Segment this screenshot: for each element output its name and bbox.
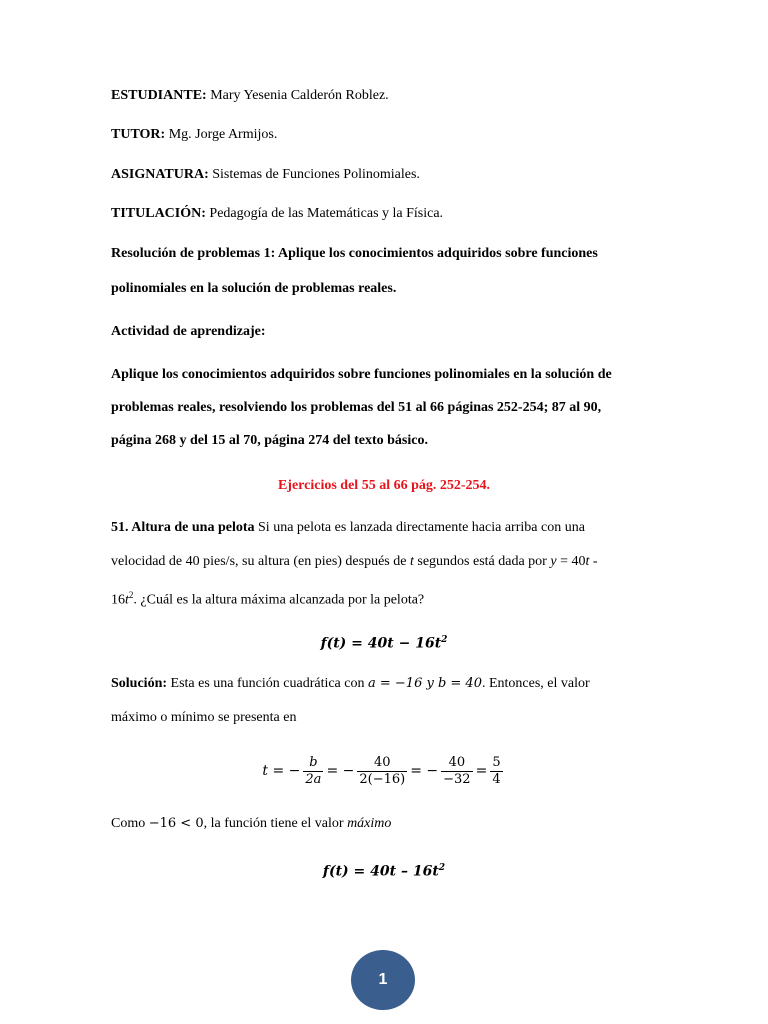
fraction-5-over-4 [490, 755, 502, 788]
problem-51-title: 51. Altura de una pelota [111, 520, 255, 535]
solucion-text-1b: . Entonces, el valor [481, 676, 590, 691]
tutor-label: TUTOR: [111, 127, 166, 142]
variable-t: t [409, 554, 414, 569]
fraction-denominator: 2(−16) [359, 771, 406, 787]
problem-51-text-2d: - [589, 554, 598, 569]
fraction-numerator: b [309, 754, 318, 770]
asignatura-label: ASIGNATURA: [111, 167, 209, 182]
vertex-equation [0, 751, 768, 791]
solucion-label: Solución: [111, 676, 168, 691]
como-text-b: , la función tiene el valor [203, 816, 348, 831]
tutor-value: Mg. Jorge Armijos. [165, 127, 278, 142]
fraction-40-over-neg32 [441, 755, 472, 788]
fraction-b-over-2a [303, 755, 323, 788]
actividad-line-1: Aplique los conocimientos adquiridos sobre funciones polinomiales en la solución de [111, 367, 612, 382]
problem-51-text-1: Si una pelota es lanzada directamente hacia arriba con una [254, 520, 585, 535]
equation-2-text: f(t) = 40t – 16t [322, 863, 439, 880]
resolucion-line-2: polinomiales en la solución de problemas reales. [111, 281, 397, 296]
fraction-denominator: 4 [492, 771, 501, 787]
problem-51-line-1 [111, 518, 658, 538]
page-number: 1 [378, 971, 388, 988]
titulacion-line [111, 204, 658, 224]
ejercicios-title: Ejercicios del 55 al 66 pág. 252-254. [277, 478, 491, 493]
fraction-numerator: 40 [374, 754, 391, 770]
titulacion-value: Pedagogía de las Matemáticas y la Física. [205, 206, 444, 221]
problem-51-text-3a: 16 [111, 592, 125, 608]
fraction-numerator: 5 [492, 754, 501, 770]
problem-51-line-3 [111, 585, 658, 611]
equals-minus: = − [410, 763, 439, 779]
equation-1 [0, 630, 768, 654]
actividad-title: Actividad de aprendizaje: [111, 324, 266, 339]
problem-51-text-2b: segundos está dada por [413, 554, 551, 569]
equation-1-exponent: 2 [441, 635, 448, 645]
solucion-line-2: máximo o mínimo se presenta en [111, 710, 297, 725]
fraction-40-over-2neg16 [357, 755, 407, 788]
asignatura-line [111, 165, 658, 185]
estudiante-value: Mary Yesenia Calderón Roblez. [206, 88, 389, 103]
actividad-line-2: problemas reales, resolviendo los problemas del 51 al 66 páginas 252-254; 87 al 90, [111, 400, 602, 415]
tutor-line [111, 125, 658, 145]
solucion-math: a = −16 y b = 40 [368, 676, 482, 691]
equals: = [475, 763, 488, 779]
problem-51-text-3b: . ¿Cuál es la altura máxima alcanzada por la pelota? [133, 592, 425, 608]
actividad-line-3: página 268 y del 15 al 70, página 274 del texto básico. [111, 433, 428, 448]
estudiante-line [111, 86, 658, 106]
variable-t: t [125, 592, 129, 608]
equation-1-text: f(t) = 40t − 16t [320, 635, 442, 652]
como-italic: máximo [347, 816, 392, 831]
variable-y: y [550, 554, 557, 569]
solucion-line-1 [111, 674, 658, 694]
estudiante-label: ESTUDIANTE: [111, 88, 207, 103]
fraction-denominator: −32 [443, 771, 471, 787]
problem-51-text-2a: velocidad de 40 pies/s, su altura (en pies) después de [111, 554, 410, 569]
problem-51-text-2c: = 40 [556, 554, 586, 569]
asignatura-value: Sistemas de Funciones Polinomiales. [208, 167, 420, 182]
page-number-badge [351, 950, 415, 1010]
como-math: −16 < 0 [148, 816, 204, 831]
fraction-denominator: 2a [305, 771, 322, 787]
variable-t: t [585, 554, 590, 569]
solucion-text-1a: Esta es una función cuadrática con [167, 676, 368, 691]
resolucion-line-1: Resolución de problemas 1: Aplique los conocimientos adquiridos sobre funciones [111, 246, 598, 261]
equals-minus: = − [326, 763, 355, 779]
equation-2-exponent: 2 [438, 863, 446, 873]
exponent: 2 [128, 590, 134, 600]
equation-2 [0, 858, 768, 882]
como-text-a: Como [111, 816, 149, 831]
fraction-numerator: 40 [448, 754, 466, 770]
como-line [111, 814, 658, 834]
problem-51-line-2 [111, 552, 658, 572]
titulacion-label: TITULACIÓN: [111, 206, 206, 221]
vertex-t: t = − [262, 763, 301, 779]
